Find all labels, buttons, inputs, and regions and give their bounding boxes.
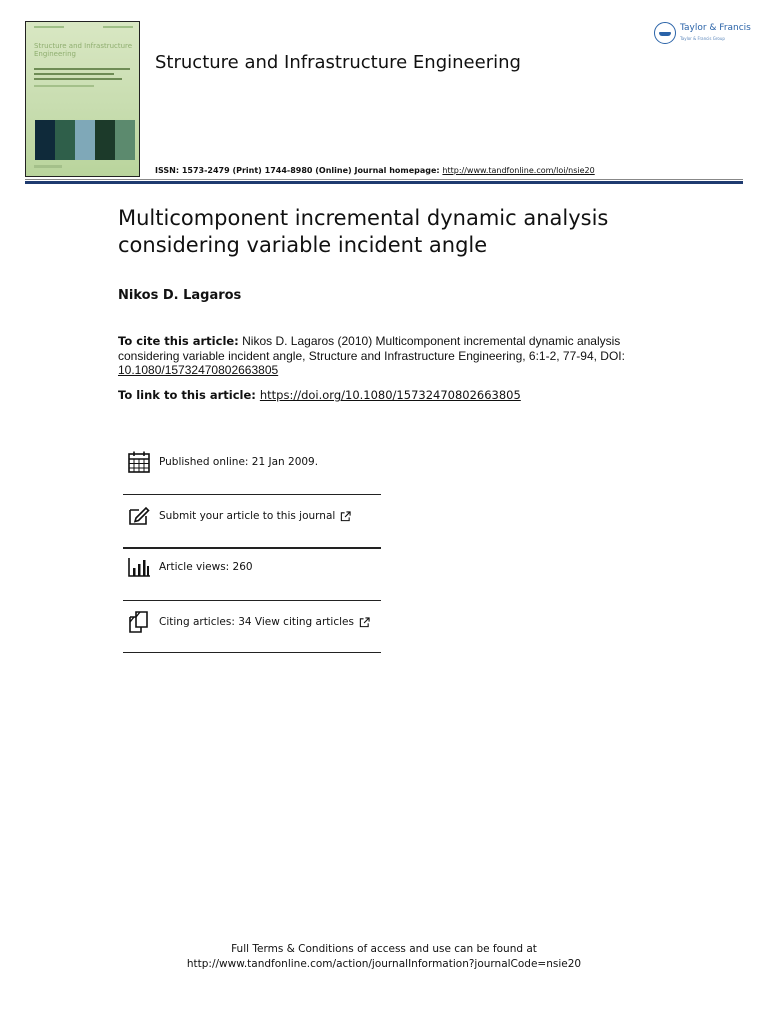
- published-date: Published online: 21 Jan 2009.: [159, 456, 319, 468]
- published-row: [123, 450, 381, 474]
- journal-cover-image: [25, 21, 140, 177]
- documents-icon: [127, 610, 151, 634]
- header-rule-blue: [25, 181, 743, 184]
- citation-block: [118, 334, 658, 378]
- issn-line: [155, 166, 595, 175]
- article-doi-link[interactable]: https://doi.org/10.1080/15732470802663805: [259, 388, 521, 402]
- external-link-icon: [359, 617, 370, 628]
- citing-articles-link[interactable]: Citing articles: 34 View citing articles: [159, 616, 354, 628]
- cite-doi-link[interactable]: 10.1080/15732470802663805: [118, 363, 279, 377]
- journal-homepage-link[interactable]: http://www.tandfonline.com/loi/nsie20: [442, 166, 595, 175]
- terms-url-link[interactable]: http://www.tandfonline.com/action/journalInformation?journalCode=nsie20: [186, 958, 582, 970]
- views-row: [123, 555, 381, 579]
- bar-chart-icon: [127, 555, 151, 579]
- citing-row[interactable]: [123, 610, 381, 634]
- article-views: Article views: 260: [159, 561, 253, 573]
- row-divider: [123, 600, 381, 601]
- submit-article-link[interactable]: Submit your article to this journal: [159, 510, 336, 522]
- external-link-icon: [340, 511, 351, 522]
- row-divider: [123, 494, 381, 495]
- row-divider: [123, 547, 381, 549]
- issn-text: ISSN: 1573-2479 (Print) 1744-8980 (Online) Journal homepage:: [155, 166, 443, 175]
- publisher-logo[interactable]: [654, 22, 751, 44]
- terms-line: Full Terms & Conditions of access and use can be found at: [231, 943, 537, 955]
- publisher-name: Taylor & Francis: [680, 22, 751, 33]
- journal-title[interactable]: Structure and Infrastructure Engineering: [155, 52, 521, 73]
- cover-title: Structure and Infrastructure Engineering: [34, 42, 133, 58]
- submit-row[interactable]: [123, 504, 381, 528]
- terms-footer: [0, 942, 768, 972]
- publisher-group: Taylor & Francis Group: [680, 35, 725, 41]
- link-label: To link to this article:: [118, 388, 256, 402]
- cite-label: To cite this article:: [118, 334, 239, 348]
- cover-photos: [35, 120, 135, 160]
- calendar-icon: [127, 450, 151, 474]
- taylor-francis-logo-icon: [654, 22, 676, 44]
- row-divider: [123, 652, 381, 653]
- header-rule: [25, 179, 743, 180]
- article-author[interactable]: Nikos D. Lagaros: [118, 288, 242, 303]
- edit-icon: [127, 504, 151, 528]
- cite-text: Nikos D. Lagaros (2010) Multicomponent incremental dynamic analysis considering variable incident angle, Structure and Infrastructure Engineering, 6:1-2, 77-94, DOI:: [118, 334, 625, 363]
- article-link-line: [118, 388, 521, 402]
- article-title: Multicomponent incremental dynamic analysis considering variable incident angle: [118, 206, 609, 257]
